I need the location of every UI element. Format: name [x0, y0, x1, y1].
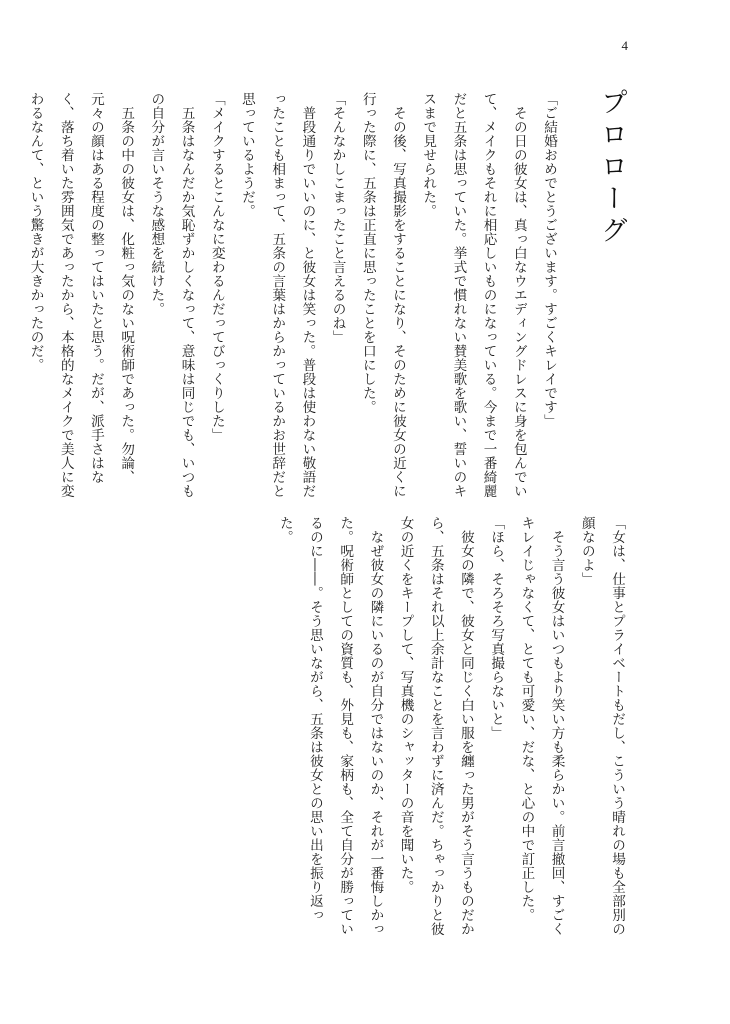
paragraph: その日の彼女は、真っ白なウエディングドレスに身を包んでいて、メイクもそれに相応しいものになっている。今まで一番綺麗だと五条は思っていた。挙式で慣れない賛美歌を歌い、誓いのキスまで見せられた。 [420, 92, 527, 498]
chapter-title: プロローグ [596, 88, 627, 248]
upper-text-block [27, 92, 564, 502]
paragraph: 「メイクするとこんなに変わるんだってびっくりした」 [208, 92, 225, 442]
paragraph: そう言う彼女はいつもより笑い方も柔らかい。前言撤回、すごくキレイじゃなくて、とても可愛い、だな、と心の中で訂正した。 [518, 516, 565, 936]
paragraph: その後、写真撮影をすることになり、そのために彼女の近くに行った際に、五条は正直に思ったことを口にした。 [359, 92, 406, 498]
paragraph: 普段通りでいいのに、と彼女は笑った。普段は使わない敬語だったことも相まって、五条の言葉はからかっているかお世辞だと思っているようだ。 [238, 92, 316, 498]
paragraph: 「ほら、そろそろ写真撮らないと」 [488, 516, 505, 740]
paragraph: 「ご結婚おめでとうございます。すごくキレイです」 [541, 92, 557, 428]
paragraph: 「女は、仕事とプライベートもだし、こういう晴れの場も全部別の顔なのよ」 [578, 516, 625, 936]
paragraph: なぜ彼女の隣にいるのが自分ではないのか、それが一番悔しかった。呪術師としての資質も、外見も、家柄も、全て自分が勝っているのに――。そう思いながら、五条は彼女との思い出を振り返った。 [276, 516, 384, 936]
paragraph: 五条はなんだか気恥ずかしくなって、意味は同じでも、いつもの自分が言いそうな感想を続けた。 [148, 92, 195, 498]
paragraph: 彼女の隣で、彼女と同じく白い服を纏った男がそう言うものだから、五条はそれ以上余計なことを言わずに済んだ。ちゃっかりと彼女の近くをキープして、写真機のシャッターの音を聞いた。 [397, 516, 474, 936]
paragraph: 五条の中の彼女は、化粧っ気のない呪術師であった。勿論、元々の顔はある程度の整ってはいたと思う。だが、派手さはなく、落ち着いた雰囲気であったから、本格的なメイクで美人に変わるなんて、という驚きが大きかったのだ。 [27, 92, 135, 498]
paragraph: 「そんなかしこまったこと言えるのね」 [329, 92, 346, 344]
page-number: 4 [621, 38, 628, 53]
lower-text-block [102, 516, 632, 946]
